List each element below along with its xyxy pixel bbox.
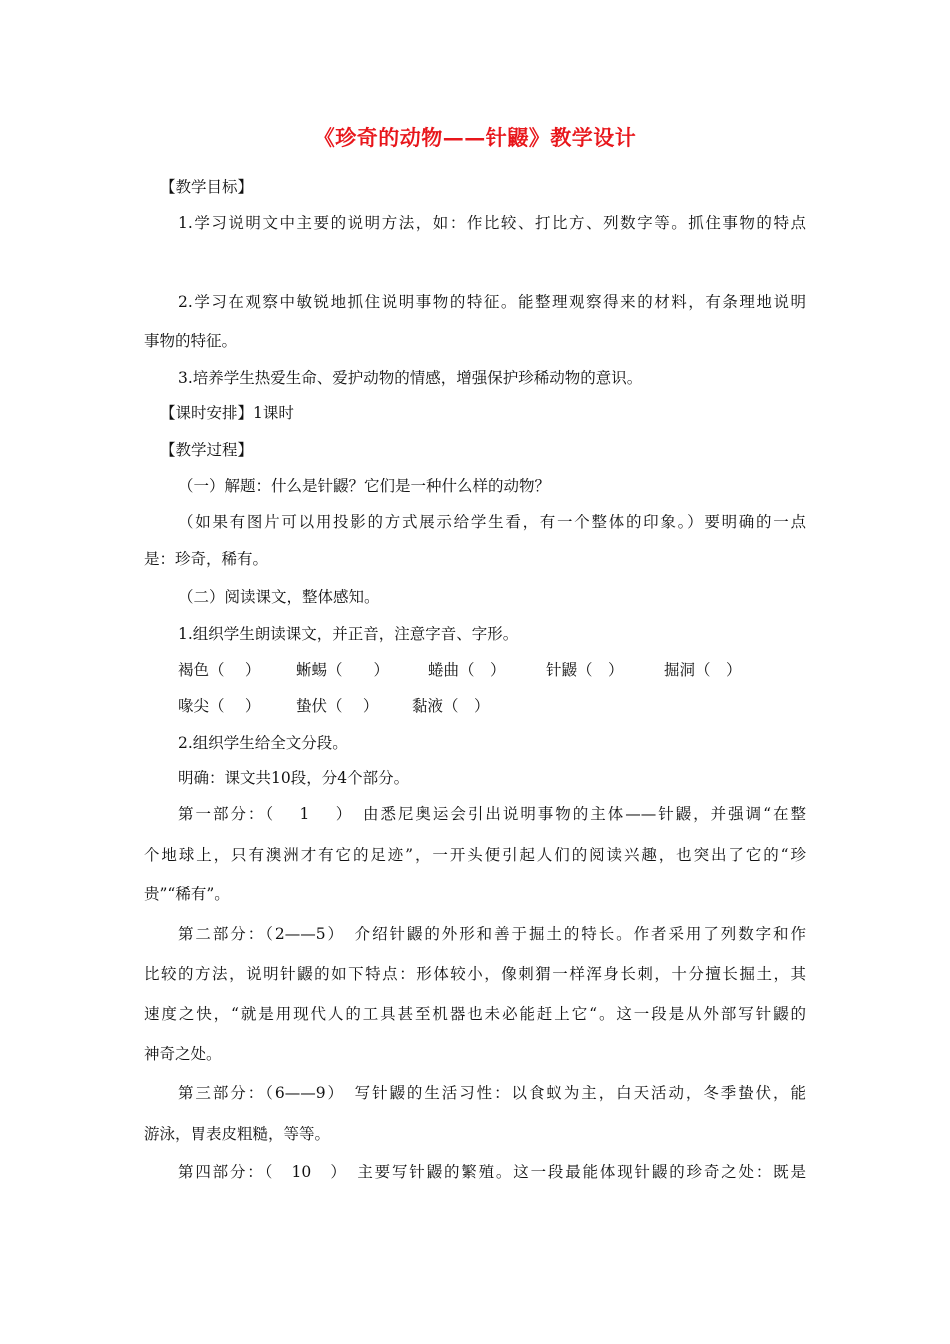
step-2-heading: （二）阅读课文，整体感知。 — [178, 588, 380, 606]
step-1-heading: （一）解题：什么是针鼹？它们是一种什么样的动物？ — [178, 477, 551, 495]
objective-2-line-2: 事物的特征。 — [144, 332, 238, 350]
part-2-line-2: 比较的方法，说明针鼹的如下特点：形体较小，像刺猬一样浑身长刺，十分擅长掘土，其 — [144, 965, 806, 983]
step-2-item-1: 1.组织学生朗读课文，并正音，注意字音、字形。 — [178, 625, 519, 643]
part-1-line-1: 第一部分：（ 1 ） 由悉尼奥运会引出说明事物的主体——针鼹，并强调“在整 — [178, 805, 806, 823]
part-2-line-1: 第二部分：（2——5） 介绍针鼹的外形和善于掘土的特长。作者采用了列数字和作 — [178, 925, 806, 943]
vocab-item: 褐色（ ） — [178, 661, 261, 679]
objective-2-line-1: 2.学习在观察中敏锐地抓住说明事物的特征。能整理观察得来的材料，有条理地说明 — [178, 293, 806, 311]
objectives-header: 【教学目标】 — [160, 178, 254, 196]
step-2-item-2: 2.组织学生给全文分段。 — [178, 734, 348, 752]
vocab-item: 蜥蜴（ ） — [296, 661, 390, 679]
vocab-item: 喙尖（ ） — [178, 697, 261, 715]
step-1-note-line-2: 是：珍奇，稀有。 — [144, 550, 269, 568]
part-2-line-3: 速度之快，“就是用现代人的工具甚至机器也未必能赶上它“。这一段是从外部写针鼹的 — [144, 1005, 806, 1023]
part-4-line-1: 第四部分：（ 10 ） 主要写针鼹的繁殖。这一段最能体现针鼹的珍奇之处：既是 — [178, 1163, 806, 1181]
document-title: 《珍奇的动物——针鼹》教学设计 — [313, 125, 637, 150]
part-1-line-2: 个地球上，只有澳洲才有它的足迹”，一开头便引起人们的阅读兴趣，也突出了它的“珍 — [144, 846, 806, 864]
vocab-row-1 — [0, 660, 950, 680]
step-1-note-line-1: （如果有图片可以用投影的方式展示给学生看，有一个整体的印象。）要明确的一点 — [178, 513, 806, 531]
vocab-item: 掘洞（ ） — [664, 661, 742, 679]
part-3-line-2: 游泳，胃表皮粗糙，等等。 — [144, 1125, 331, 1143]
process-header: 【教学过程】 — [160, 441, 254, 459]
objective-3: 3.培养学生热爱生命、爱护动物的情感，增强保护珍稀动物的意识。 — [178, 369, 643, 387]
objective-1: 1.学习说明文中主要的说明方法，如：作比较、打比方、列数字等。抓住事物的特点 — [178, 214, 806, 232]
schedule-line: 【课时安排】1课时 — [160, 404, 294, 422]
clarify-line: 明确：课文共10段，分4个部分。 — [178, 769, 410, 787]
vocab-item: 针鼹（ ） — [546, 661, 624, 679]
vocab-item: 蜷曲（ ） — [428, 661, 506, 679]
vocab-row-2 — [0, 696, 950, 716]
vocab-item: 蛰伏（ ） — [296, 697, 379, 715]
vocab-item: 黏液（ ） — [412, 697, 490, 715]
part-3-line-1: 第三部分：（6——9） 写针鼹的生活习性：以食蚁为主，白天活动，冬季蛰伏，能 — [178, 1084, 806, 1102]
part-1-line-3: 贵”“稀有”。 — [144, 885, 230, 903]
part-2-line-4: 神奇之处。 — [144, 1045, 222, 1063]
